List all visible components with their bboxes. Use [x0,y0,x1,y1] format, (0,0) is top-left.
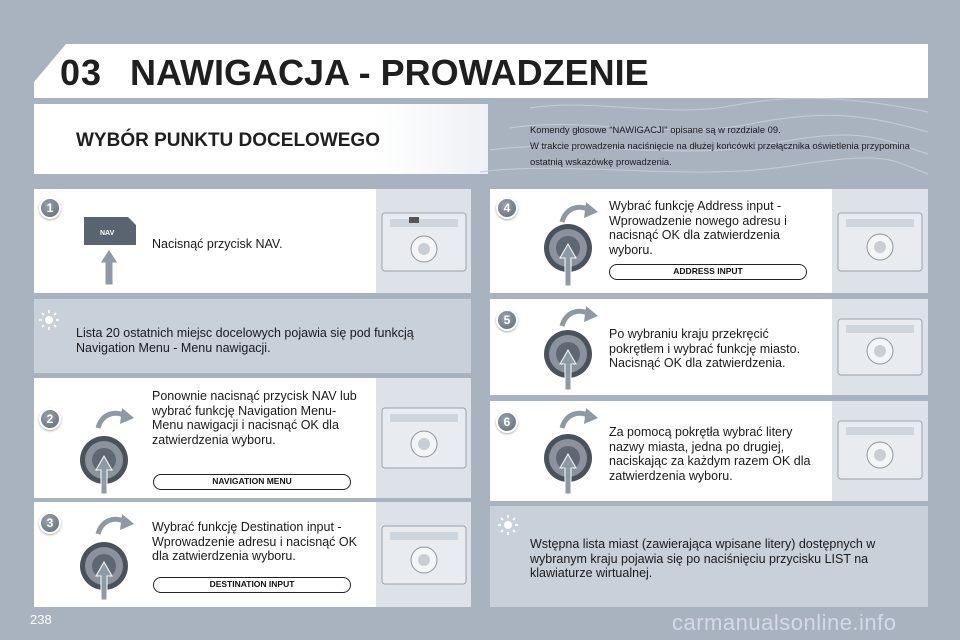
step-6-thumbnail [832,401,928,501]
rotary-knob-icon [532,302,606,394]
step-1-thumbnail [376,189,471,293]
page-number: 238 [30,612,52,627]
step-3-thumbnail [376,502,471,607]
rotary-knob-icon [532,198,606,290]
rotary-knob-icon [532,404,606,496]
destination-input-label: DESTINATION INPUT [153,577,351,593]
step-5-thumbnail [832,299,928,395]
step-1-badge: 1 [39,197,61,219]
intro-line-2: W trakcie prowadzenia naciśnięcie na dłużej końcówki przełącznika oświetlenia przypomina ostatnią wskazówkę prowadzenia. [530,140,910,167]
radio-unit-icon [376,502,471,607]
step-4-thumbnail [832,189,928,293]
step-2-text: Ponownie nacisnąć przycisk NAV lub wybrać funkcję Navigation Menu- Menu nawigacji i nacisnąć OK dla zatwierdzenia wyboru. [152,389,357,447]
step-4-badge: 4 [496,197,518,219]
sun-tip-icon [38,309,60,331]
section-title: WYBÓR PUNKTU DOCELOWEGO [76,130,380,151]
watermark: carmanualsonline.info [672,610,897,635]
navigation-menu-label: NAVIGATION MENU [153,474,351,490]
step-3-badge: 3 [39,512,61,534]
radio-unit-icon [832,299,928,395]
step-6-badge: 6 [496,411,518,433]
intro-note [530,122,920,170]
step-6-text: Za pomocą pokrętła wybrać litery nazwy miasta, jedna po drugiej, naciskając za każdym razem OK dla zatwierdzenia wyboru. [609,425,811,483]
tip-1-text: Lista 20 ostatnich miejsc docelowych pojawia się pod funkcją Navigation Menu - Menu nawigacji. [76,326,414,355]
step-2-thumbnail [376,378,471,498]
rotary-knob-icon [68,510,142,602]
sun-tip-icon [497,514,519,536]
tip-2-text: Wstępna lista miast (zawierająca wpisane litery) dostępnych w wybranym kraju pojawia się po naciśnięciu przycisku LIST na klawiaturze wirtualnej. [530,537,876,580]
rotary-knob-icon [68,404,142,496]
address-input-label: ADDRESS INPUT [609,264,807,280]
radio-unit-icon [376,378,471,498]
step-1-text: Nacisnąć przycisk NAV. [152,237,283,251]
intro-line-1: Komendy głosowe "NAWIGACJI" opisane są w rozdziale 09. [530,124,781,135]
step-5-text: Po wybraniu kraju przekręcić pokrętłem i wybrać funkcję miasto. Nacisnąć OK dla zatwierdzenia. [609,327,801,370]
chapter-number: 03 [60,52,103,93]
radio-unit-icon [376,189,471,293]
step-3-text: Wybrać funkcję Destination input - Wprowadzenie adresu i nacisnąć OK dla zatwierdzenia wyboru. [152,520,357,563]
nav-button-icon [78,213,140,287]
nav-button-label: NAV [100,230,115,237]
step-2-badge: 2 [39,408,61,430]
step-4-text: Wybrać funkcję Address input - Wprowadzenie nowego adresu i nacisnąć OK dla zatwierdzenia wyboru. [609,199,787,257]
radio-unit-icon [832,401,928,501]
page-title: NAWIGACJA - PROWADZENIE [130,52,649,93]
radio-unit-icon [832,189,928,293]
step-5-badge: 5 [496,309,518,331]
